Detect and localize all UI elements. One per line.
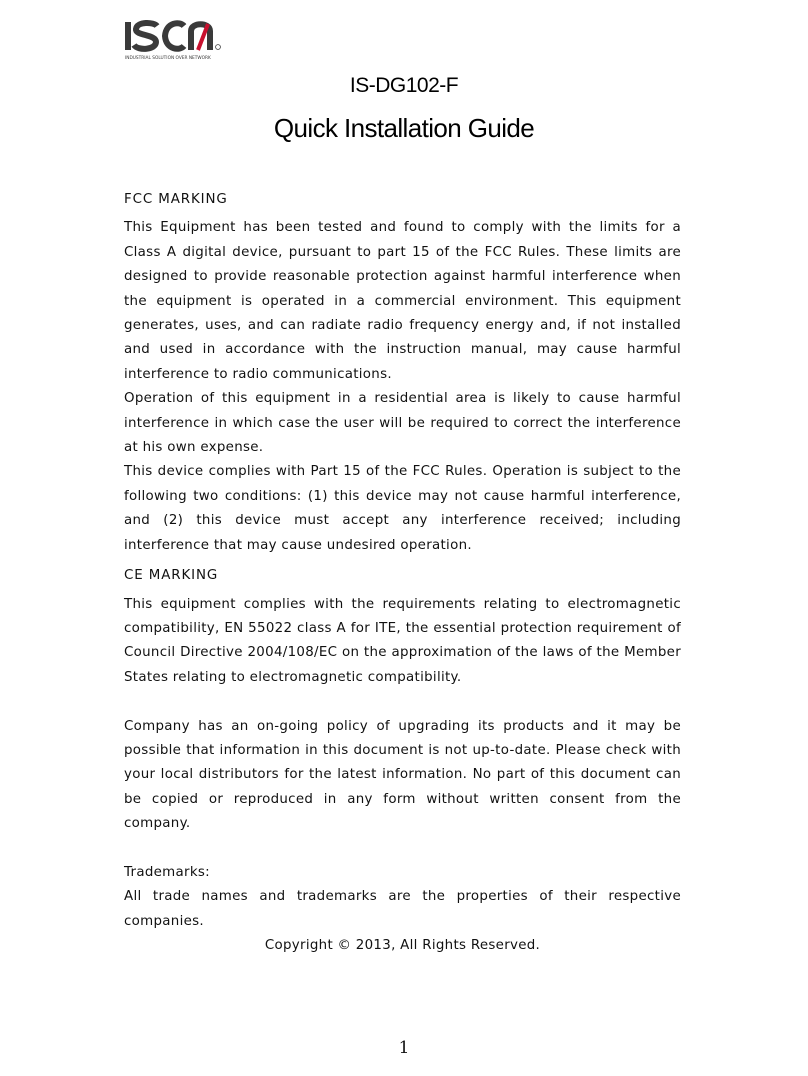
fcc-paragraph-2: Operation of this equipment in a residential area is likely to cause harmful interference in which case the user will be required to correct the interference at his own expense.: [124, 391, 681, 456]
ce-paragraph: This equipment complies with the requirements relating to electromagnetic compatibility, EN 55022 class A for ITE, the essential protection requirement of Council Directive 2004/108/EC on the approximation of the laws of the Member States relating to electromagnetic compatibility.: [124, 596, 681, 685]
ison-logo: [124, 16, 224, 62]
fcc-paragraph-1: This Equipment has been tested and found to comply with the limits for a Class A digital device, pursuant to part 15 of the FCC Rules. These limits are designed to provide reasonable protection against harmful interference when the equipment is operated in a commercial environment. This equipment generates, uses, and can radiate radio frequency energy and, if not installed and used in accordance with the instruction manual, may cause harmful interference to radio communications.: [124, 220, 681, 382]
page-title: Quick Installation Guide: [273, 113, 535, 143]
policy-paragraph: Company has an on-going policy of upgrading its products and it may be possible that information in this document is not up-to-date. Please check with your local distributors for the latest information. No part of this document can be copied or reproduced in any form without written consent from the company.: [124, 718, 681, 832]
spacer: [124, 690, 681, 714]
fcc-paragraph-3: This device complies with Part 15 of the FCC Rules. Operation is subject to the following two conditions: (1) this device may not cause harmful interference, and (2) this device must accept any interference received; including interference that may cause undesired operation.: [124, 464, 681, 553]
document-body: [124, 188, 681, 959]
trademarks-heading: Trademarks:: [124, 864, 210, 880]
copyright-notice: Copyright © 2013, All Rights Reserved.: [264, 938, 541, 954]
fcc-heading: FCC MARKING: [124, 192, 228, 207]
logo-tagline: INDUSTRIAL SOLUTION OVER NETWORK: [125, 56, 211, 61]
page-number: 1: [398, 1038, 410, 1058]
ce-heading: CE MARKING: [124, 568, 219, 584]
spacer: [124, 837, 681, 861]
model-number: IS-DG102-F: [349, 74, 459, 97]
ison-logo-mark: [124, 16, 224, 62]
trademarks-paragraph: All trade names and trademarks are the properties of their respective companies.: [124, 889, 681, 929]
